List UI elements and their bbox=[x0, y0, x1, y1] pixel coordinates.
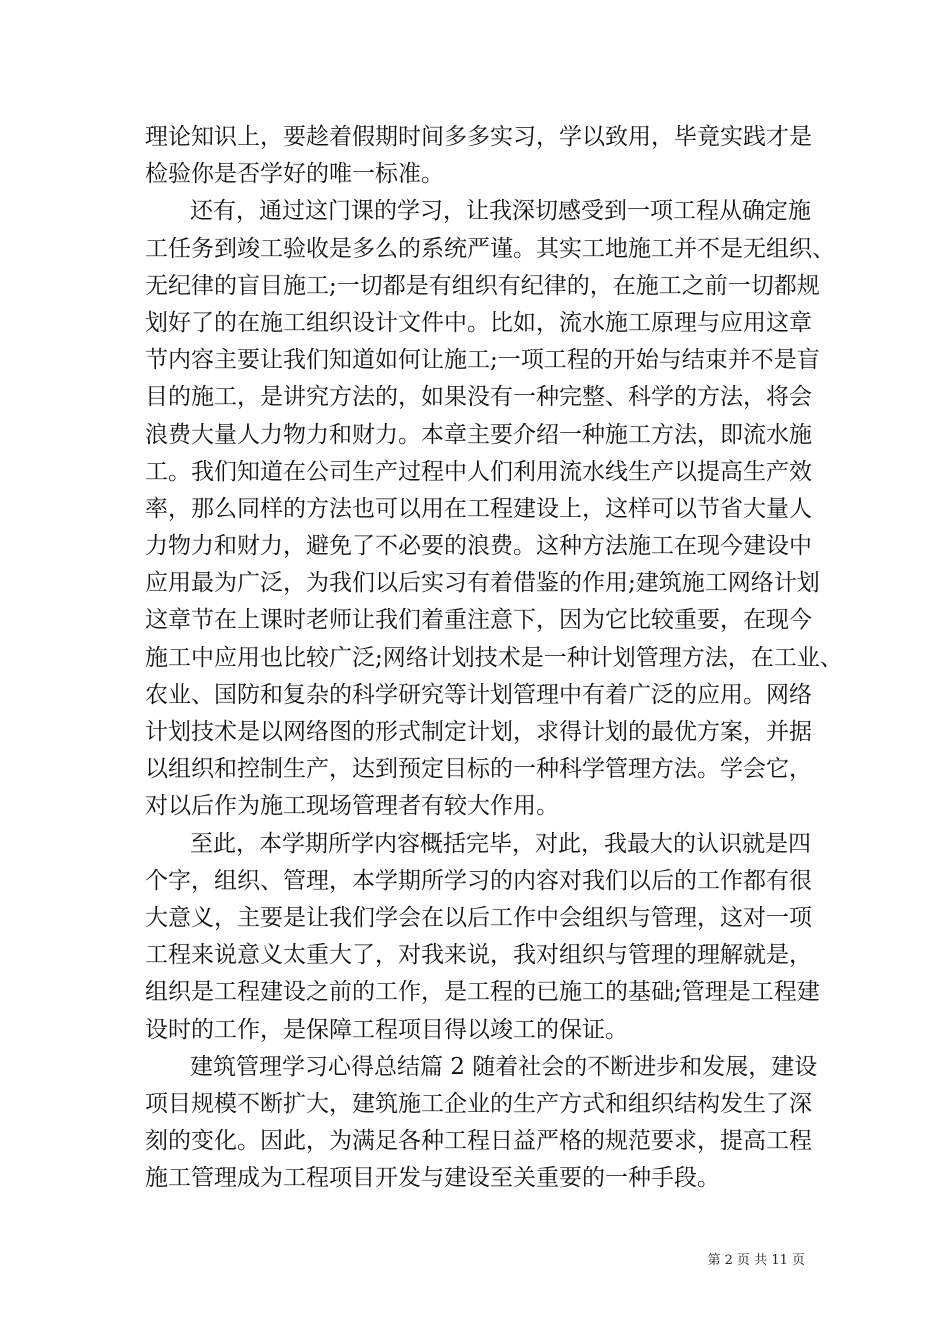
text-line: 至此，本学期所学内容概括完毕，对此，我最大的认识就是四 bbox=[190, 830, 811, 857]
text-line: 工任务到竣工验收是多么的系统严谨。其实工地施工并不是无组织、 bbox=[145, 235, 835, 262]
text-line: 还有，通过这门课的学习，让我深切感受到一项工程从确定施 bbox=[190, 198, 811, 225]
text-line: 力物力和财力，避免了不必要的浪费。这种方法施工在现今建设中 bbox=[145, 533, 812, 560]
text-line: 计划技术是以网络图的形式制定计划，求得计划的最优方案，并据 bbox=[145, 719, 812, 745]
text-line: 理论知识上，要趁着假期时间多多实习，学以致用，毕竟实践才是 bbox=[145, 124, 812, 150]
text-line: 节内容主要让我们知道如何让施工;一项工程的开始与结束并不是盲 bbox=[145, 347, 820, 374]
text-line: 对以后作为施工现场管理者有较大作用。 bbox=[145, 793, 559, 820]
text-line: 项目规模不断扩大，建筑施工企业的生产方式和组织结构发生了深 bbox=[145, 1090, 812, 1117]
text-line: 这章节在上课时老师让我们着重注意下，因为它比较重要，在现今 bbox=[145, 607, 812, 634]
paragraph bbox=[145, 193, 843, 825]
text-line: 建筑管理学习心得总结篇 2 随着社会的不断进步和发展，建设 bbox=[190, 1053, 818, 1080]
text-line: 无纪律的盲目施工;一切都是有组织有纪律的，在施工之前一切都规 bbox=[145, 272, 820, 299]
paragraph bbox=[145, 826, 820, 1049]
text-line: 组织是工程建设之前的工作，是工程的已施工的基础;管理是工程建 bbox=[145, 979, 820, 1006]
text-line: 率，那么同样的方法也可以用在工程建设上，这样可以节省大量人 bbox=[145, 495, 812, 522]
paragraph bbox=[145, 1049, 818, 1198]
text-line: 浪费大量人力物力和财力。本章主要介绍一种施工方法，即流水施 bbox=[145, 421, 812, 448]
text-line: 工。我们知道在公司生产过程中人们利用流水线生产以提高生产效 bbox=[145, 458, 812, 485]
text-line: 应用最为广泛，为我们以后实习有着借鉴的作用;建筑施工网络计划 bbox=[145, 570, 820, 597]
text-line: 施工中应用也比较广泛;网络计划技术是一种计划管理方法，在工业、 bbox=[145, 644, 843, 671]
text-line: 检验你是否学好的唯一标准。 bbox=[145, 161, 444, 188]
text-line: 大意义，主要是让我们学会在以后工作中会组织与管理，这对一项 bbox=[145, 904, 812, 931]
paragraph bbox=[145, 119, 812, 193]
text-line: 设时的工作，是保障工程项目得以竣工的保证。 bbox=[145, 1016, 628, 1043]
text-line: 以组织和控制生产，达到预定目标的一种科学管理方法。学会它， bbox=[145, 756, 812, 783]
text-line: 农业、国防和复杂的科学研究等计划管理中有着广泛的应用。网络 bbox=[145, 681, 812, 708]
text-line: 刻的变化。因此，为满足各种工程日益严格的规范要求，提高工程 bbox=[145, 1128, 812, 1155]
text-line: 工程来说意义太重大了，对我来说，我对组织与管理的理解就是， bbox=[145, 942, 812, 969]
text-line: 个字，组织、管理，本学期所学习的内容对我们以后的工作都有很 bbox=[145, 867, 812, 894]
text-line: 目的施工，是讲究方法的，如果没有一种完整、科学的方法，将会 bbox=[145, 384, 812, 411]
document-body bbox=[145, 119, 843, 1197]
page-number: 第 2 页 共 11 页 bbox=[707, 1253, 805, 1268]
text-line: 施工管理成为工程项目开发与建设至关重要的一种手段。 bbox=[145, 1165, 720, 1192]
text-line: 划好了的在施工组织设计文件中。比如，流水施工原理与应用这章 bbox=[145, 309, 812, 336]
